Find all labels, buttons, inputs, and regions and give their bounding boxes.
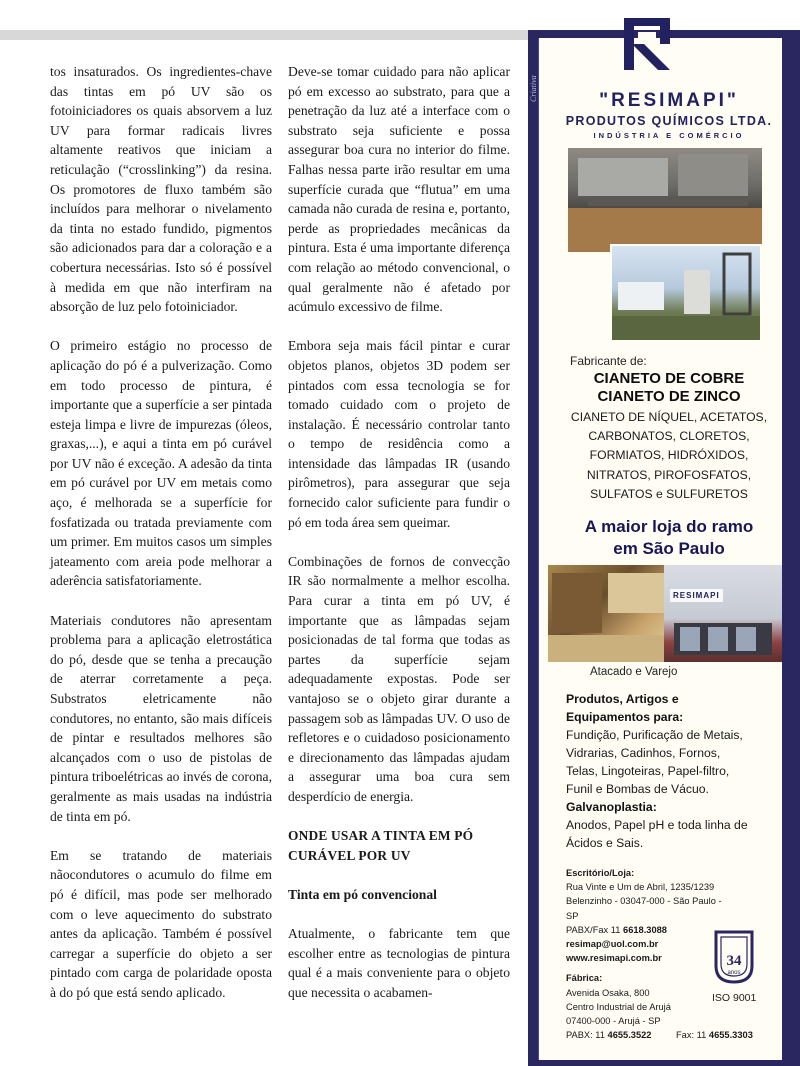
office-address-1: Rua Vinte e Um de Abril, 1235/1239 (566, 882, 715, 893)
galvano-heading: Galvanoplastia: (566, 800, 657, 814)
chemical-products-list (538, 408, 800, 504)
store-interior-photo (548, 565, 668, 662)
website-link[interactable]: www.resimapi.com.br (566, 953, 662, 964)
subheading: Tinta em pó convencional (288, 886, 437, 902)
factory-address-2: Centro Industrial de Arujá (566, 1001, 671, 1012)
factory-pabx-prefix: PABX: 11 (566, 1030, 605, 1041)
section-heading: ONDE USAR A TINTA EM PÓ CURÁVEL POR UV (288, 828, 474, 863)
iso-label: ISO 9001 (712, 992, 757, 1004)
list-item: NITRATOS, PIROFOSFATOS, (586, 467, 752, 482)
paragraph: Atualmente, o fabricante tem que escolher entre as tecnologias de pintura qual é a mais conveniente para o objeto que necessita o acabamen- (288, 926, 510, 1000)
factory-photo-2 (610, 244, 762, 342)
brand-name: "RESIMAPI" (599, 90, 739, 111)
slogan-line-1: A maior loja do ramo (584, 517, 754, 536)
paragraph: Materiais condutores não apresentam problema para a aplicação eletrostática do pó, desde que se tenha a precaução de aterrar corretamente a peça. Substratos eletricamente não condutores, no entanto, são mais difíceis de pintar e resultados melhores são alcançados com o uso de pistolas de pintura triboelétricas ao invés de corona, geralmente as mais usadas na indústria de tinta em pó. (50, 612, 272, 824)
contact-info (566, 866, 726, 1042)
products-heading-2: Equipamentos para: (566, 710, 684, 724)
paragraph: O primeiro estágio no processo de aplicação do pó é a pulverização. Como em todo processo de pintura, é importante que a superfície a ser pintada esteja limpa e livre de impurezas (óleos, graxas,...), e aqui a tinta em pó curável por UV não é exceção. A adesão da tinta em pó curável por UV em metais como aço, é melhorada se a superfície for fosfatizada ou tratada previamente com um primer. Em muitos casos um simples jateamento com areia pode melhorar a aderência satisfatoriamente. (50, 338, 272, 589)
badge-number: 34 (726, 953, 742, 969)
top-rule (0, 30, 528, 40)
email-link[interactable]: resimap@uol.com.br (566, 939, 659, 950)
factory-fax: 4655.3303 (708, 1030, 753, 1040)
list-item: Fundição, Purificação de Metais, (566, 728, 743, 742)
paragraph: Em se tratando de materiais nãocondutores o acumulo do filme em pó é difícil, mas pode ser melhorado com o leve aquecimento do substrato antes da aplicação. Também é possível carregar a superfície do objeto a ser pintado com carga de polaridade oposta à do pó que está sendo aplicado. (50, 847, 272, 1000)
list-item: Funil e Bombas de Vácuo. (566, 782, 709, 796)
brand-block (538, 90, 800, 140)
list-item: Vidrarias, Cadinhos, Fornos, (566, 746, 721, 760)
article-middle-column (288, 62, 510, 1022)
manufacturer-label: Fabricante de: (570, 354, 647, 368)
factory-address-1: Avenida Osaka, 800 (566, 987, 650, 998)
store-front-photo (664, 565, 782, 662)
factory-heading: Fábrica: (566, 973, 603, 984)
office-address-2: Belenzinho - 03047-000 - São Paulo - SP (566, 896, 722, 921)
brand-subtitle-2: INDÚSTRIA E COMÉRCIO (593, 131, 745, 140)
factory-pabx: 4655.3522 (607, 1030, 652, 1041)
ad-credit: Criativa (529, 75, 538, 102)
office-heading: Escritório/Loja: (566, 868, 635, 878)
products-heading-1: Produtos, Artigos e (566, 692, 679, 706)
slogan (538, 516, 800, 560)
article-left-column (50, 62, 272, 1022)
list-item: CARBONATOS, CLORETOS, (588, 429, 750, 444)
paragraph: Deve-se tomar cuidado para não aplicar pó em excesso ao substrato, para que a penetração da luz até a interface com o substrato seja suficiente e possa assegurar boa cura no interior do filme. Falhas nessa parte irão resultar em uma superfície curada que “flutua” em uma camada não curada de resina e, portanto, perde as propriedades mecânicas da pintura. Esta é uma importante diferença com relação ao método convencional, o qual geralmente não é afetado por acúmulo excessivo de filme. (288, 64, 510, 315)
headline-2: CIANETO DE ZINCO (597, 388, 741, 405)
equipment-section (566, 690, 778, 852)
factory-photo (568, 148, 762, 252)
list-item: SULFATOS e SULFURETOS (590, 486, 748, 501)
badge-sub: anos (727, 970, 741, 976)
list-item: Ácidos e Sais. (566, 836, 644, 850)
office-phone: 6618.3088 (623, 924, 667, 935)
headline-1: CIANETO DE COBRE (593, 370, 745, 387)
list-item: CIANETO DE NÍQUEL, ACETATOS, (570, 410, 768, 424)
office-phone-line (566, 923, 726, 937)
paragraph: tos insaturados. Os ingredientes-chave das tintas em pó UV são os fotoiniciadores os quais absorvem a luz UV para formar radicais livres altamente reativos que iniciam a reticulação (“crosslinking”) da resina. Os promotores de fluxo também são incluídos para melhorar o nivelamento da tinta no estado fundido, pigmentos são adicionados para dar a coloração e a cobertura necessárias. Isto só é possível à medida em que não interfiram na absorção de luz pelo fotoiniciador. (50, 64, 272, 315)
resimapi-logo-icon (620, 14, 674, 76)
factory-fax-prefix: Fax: 11 (676, 1030, 707, 1040)
list-item: FORMIATOS, HIDRÓXIDOS, (589, 448, 749, 463)
factory-fax-line (676, 1030, 753, 1040)
wholesale-retail-label: Atacado e Varejo (590, 666, 678, 678)
factory-address-3: 07400-000 - Arujá - SP (566, 1016, 661, 1027)
headline (538, 370, 800, 406)
office-phone-prefix: PABX/Fax 11 (566, 924, 621, 935)
store-sign: RESIMAPI (670, 589, 723, 602)
list-item: Anodos, Papel pH e toda linha de (566, 818, 748, 832)
list-item: Telas, Lingoteiras, Papel-filtro, (566, 764, 730, 778)
brand-subtitle: PRODUTOS QUÍMICOS LTDA. (565, 114, 773, 128)
anniversary-badge-icon (712, 930, 756, 984)
paragraph: Combinações de fornos de convecção IR são normalmente a melhor escolha. Para curar a tinta em pó UV, é importante que as lâmpadas sejam posicionadas de tal forma que todas as partes da superfície sejam adequadamente expostas. Pode ser vantajoso se o objeto girar durante a passagem sob as lâmpadas UV. O uso de refletores e o cuidadoso posicionamento e direcionamento das lâmpadas ajudam a assegurar uma boa cura sem desperdício de energia. (288, 553, 510, 804)
paragraph: Embora seja mais fácil pintar e curar objetos planos, objetos 3D podem ser pintados com essa tecnologia se for tomado cuidado com o projeto de instalação. É necessário controlar tanto o tempo de residência como a intensidade das lâmpadas IR (usando pirômetros), para assegurar que seja fornecido calor suficiente para fundir o pó em toda área sem queimar. (288, 338, 510, 530)
slogan-line-2: em São Paulo (613, 539, 725, 558)
